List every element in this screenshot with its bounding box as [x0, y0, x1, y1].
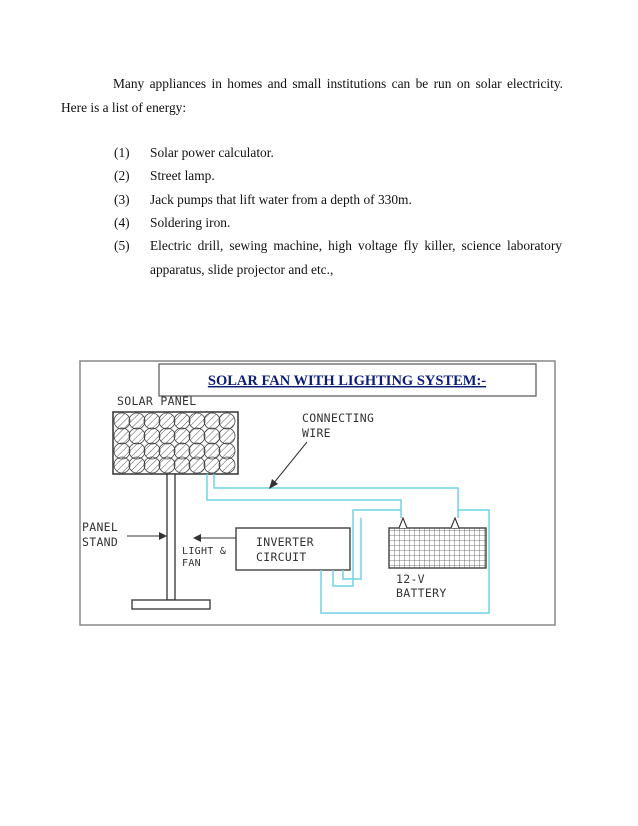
diagram-title: SOLAR FAN WITH LIGHTING SYSTEM:- — [207, 373, 487, 389]
label-light-2: FAN — [182, 558, 201, 569]
label-connecting-2: WIRE — [302, 426, 331, 440]
list-item-text: Solar power calculator. — [150, 145, 274, 160]
label-inverter-1: INVERTER — [256, 535, 314, 549]
list-number: (4) — [114, 215, 130, 230]
intro-text: Many appliances in homes and small institutions can be run on solar electricity. Here is a list of energy: — [61, 76, 563, 115]
label-panel-1: PANEL — [82, 520, 119, 534]
list-item-text: Soldering iron. — [150, 215, 231, 230]
label-battery-1: 12-V — [396, 572, 425, 586]
label-inverter-2: CIRCUIT — [256, 550, 307, 564]
label-panel-2: STAND — [82, 535, 119, 549]
list-number: (5) — [114, 238, 130, 253]
solar-system-diagram — [79, 360, 556, 626]
panel-stand-base — [132, 600, 210, 609]
list-item-text: Electric drill, sewing machine, high voltage fly killer, science laboratory apparatus, slide projector and etc., — [150, 238, 562, 277]
list-number: (3) — [114, 192, 130, 207]
battery — [389, 528, 486, 568]
list-number: (2) — [114, 168, 130, 183]
label-solar-panel: SOLAR PANEL — [117, 394, 197, 408]
list-item-text: Jack pumps that lift water from a depth of 330m. — [150, 192, 412, 207]
label-connecting-1: CONNECTING — [302, 411, 375, 425]
list-number: (1) — [114, 145, 130, 160]
appliance-list — [0, 0, 638, 300]
label-battery-2: BATTERY — [396, 586, 447, 600]
list-item-text: Street lamp. — [150, 168, 215, 183]
panel-stand-pole — [167, 474, 175, 600]
label-light-1: LIGHT & — [182, 546, 227, 557]
